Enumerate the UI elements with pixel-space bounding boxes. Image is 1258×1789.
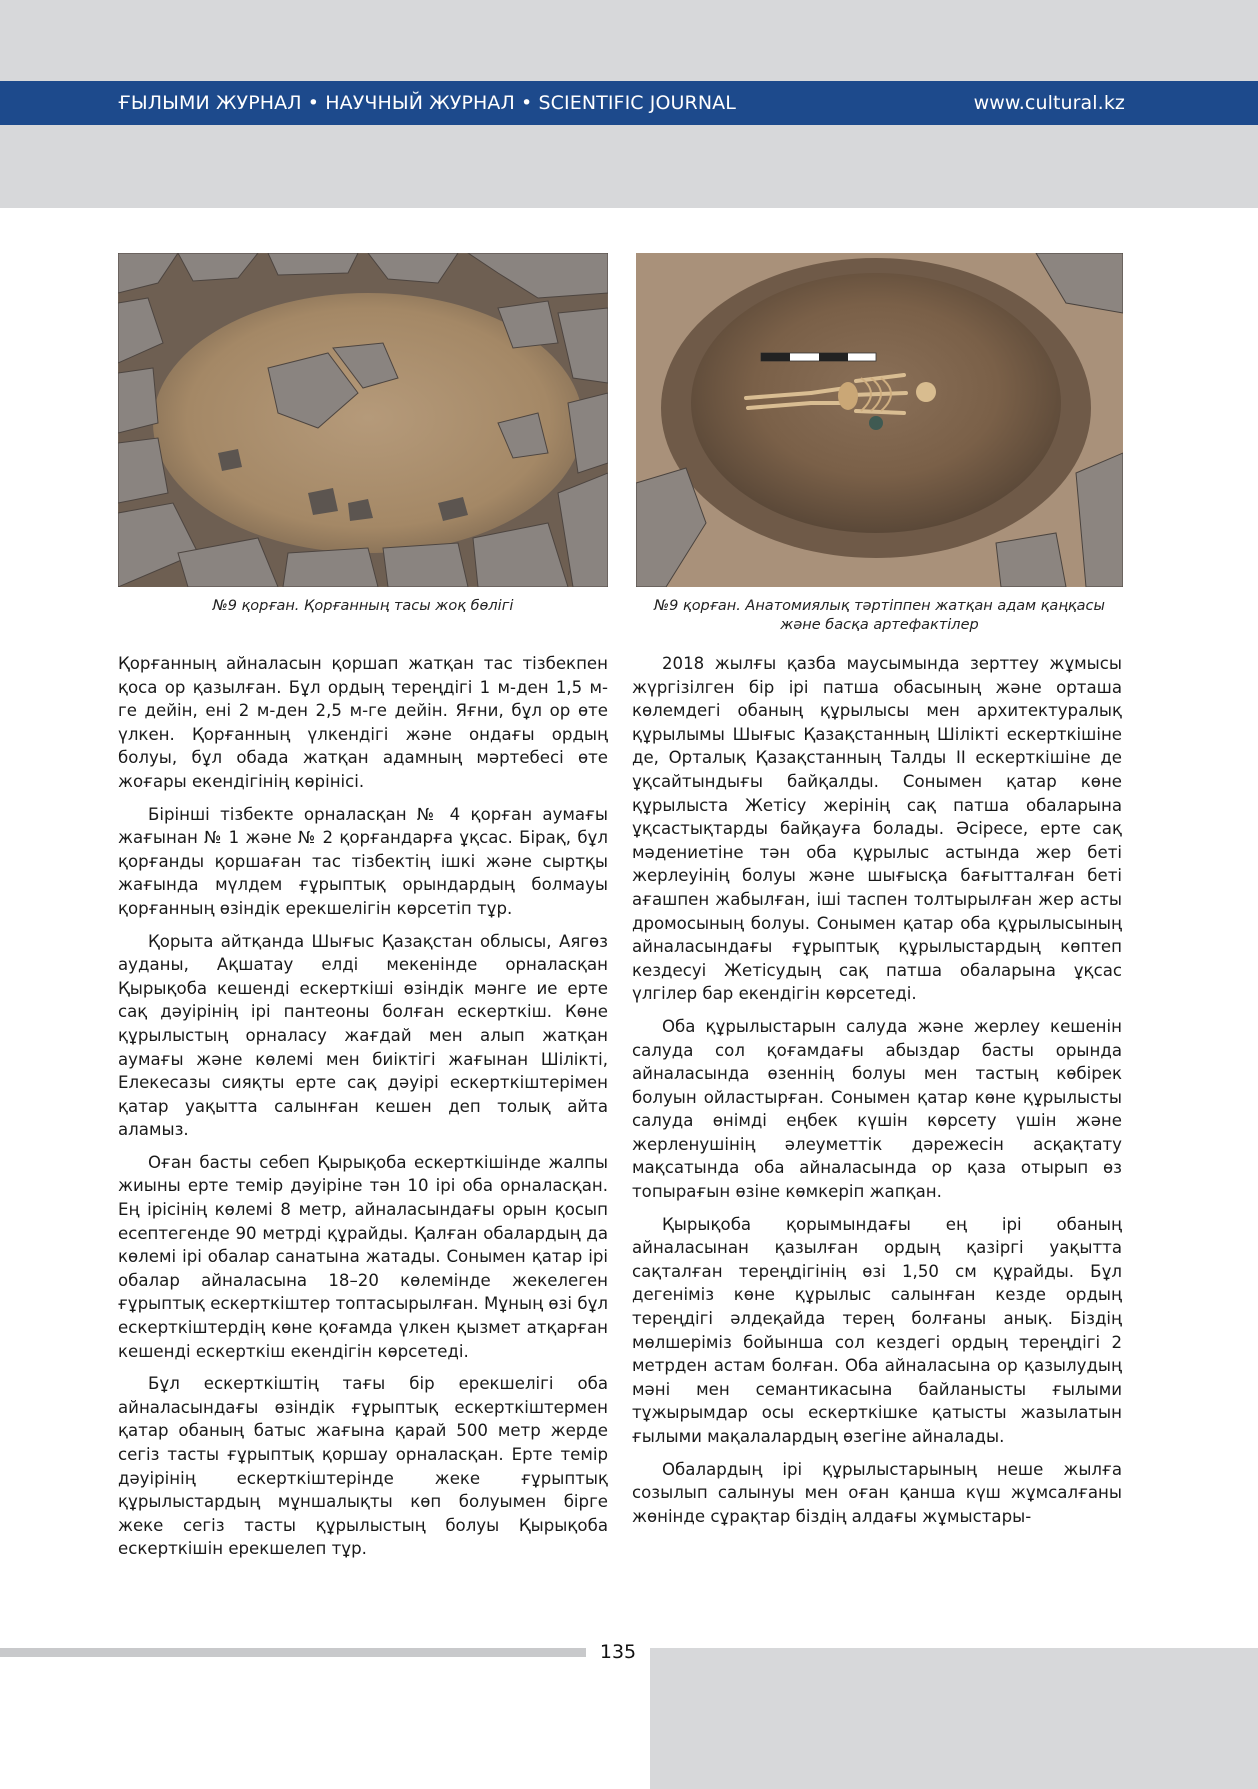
- paragraph: Оған басты себеп Қырықоба ескерткішінде жалпы жиыны ерте темір дәуіріне тән 10 ірі оба орналасқан. Ең ірісінің көлемі 8 метр, айналасындағы орын қосып есептегенде 90 метрді құрайды. Қалған обалардың да көлемі ірі обалар санатына жатады. Сонымен қатар ірі обалар айналасына 18–20 көлемінде жекелеген ғұрыптық ескерткіштер топтасырылған. Мұның өзі бұл ескерткіштердің көне қоғамда үлкен қызмет атқарған кешенді ескерткіш екендігін көрсетеді.: [118, 1152, 608, 1361]
- journal-header: [0, 81, 1258, 125]
- paragraph: Обалардың ірі құрылыстарының неше жылға созылып салынуы мен оған қанша күш жұмсалғаны жөнінде сұрақтар біздің алдағы жұмыстары-: [632, 1459, 1122, 1526]
- burial-photo-right: [636, 253, 1123, 587]
- paragraph: Бұл ескерткіштің тағы бір ерекшелігі оба айналасындағы өзіндік ғұрыптық ескерткіштермен қатар обаның батыс жағына қарай 500 метр жерде сегіз тасты ғұрыптық қоршау орналасқан. Ерте темір дәуірінің ескерткіштерінде жеке ғұрыптық құрылыстардың мұншалықты көп болуымен бірге жеке сегіз тасты құрылыстың болуы Қырықоба ескерткішін ерекшелеп тұр.: [118, 1374, 608, 1559]
- kurgan-photo-left: [118, 253, 608, 587]
- paragraph: 2018 жылғы қазба маусымында зерттеу жұмысы жүргізілген бір ірі патша обасының және орташа көлемдегі обаның құрылысы мен архитектуралық құрылымы Шығыс Қазақстанның Шілікті ескерткішіне де, Орталық Қазақстанның Талды II ескерткішіне де ұқсайтындығы байқалды. Сонымен қатар көне құрылыста Жетісу жерінің сақ патша обаларына ұқсастықтарды байқауға болады. Әсіресе, ерте сақ мәдениетіне тән оба құрылыс астында жер беті жерлеуінің болуы және шығысқа бағытталған беті ағашпен жабылған, іші таспен толтырылған жер асты дромосының болуы. Сонымен қатар оба құрылысының айналасындағы ғұрыптық құрылыстардың көптеп кездесуі Жетісудың сақ патша обаларына ұқсас үлгілер бар екендігін көрсетеді.: [632, 654, 1122, 1004]
- paragraph: Қорғанның айналасын қоршап жатқан тас тізбекпен қоса ор қазылған. Бұл ордың тереңдігі 1 м-ден 1,5 м-ге дейін, ені 2 м-ден 2,5 м-ге дейін. Яғни, бұл ор өте үлкен. Қорғанның үлкендігі және ондағы ордың болуы, бұл обада жатқан адамның мәртебесі өте жоғары екендігінің көрінісі.: [118, 654, 608, 791]
- website-link[interactable]: www.cultural.kz: [973, 92, 1125, 114]
- text-column-right: [632, 652, 1122, 1537]
- page-number: 135: [599, 1641, 637, 1663]
- footer-bar-left: [0, 1648, 586, 1657]
- footer-band-right: [650, 1648, 1258, 1789]
- paragraph: Бірінші тізбекте орналасқан № 4 қорған аумағы жағынан № 1 және № 2 қорғандарға ұқсас. Бірақ, бұл қорғанды қоршаған тас тізбектің ішкі және сыртқы жағында мүлдем ғұрыптық орындардың болмауы қорғанның өзіндік ерекшелігін көрсетіп тұр.: [118, 804, 608, 918]
- figure-caption-left: №9 қорған. Қорғанның тасы жоқ бөлігі: [212, 598, 514, 614]
- paragraph: Қорыта айтқанда Шығыс Қазақстан облысы, Аягөз ауданы, Ақшатау елді мекенінде орналасқан Қырықоба кешенді ескерткіші өзіндік мәнге ие ерте сақ дәуірінің ірі пантеоны болған ескерткіш. Көне құрылыстың орналасу жағдай мен алып жатқан аумағы және көлемі мен биіктігі жағынан Шілікті, Елекесазы сияқты ерте сақ дәуірі ескерткіштерімен қатар уақытта салынған кешен деп толық айта аламыз.: [118, 931, 608, 1140]
- journal-title: ҒЫЛЫМИ ЖУРНАЛ • НАУЧНЫЙ ЖУРНАЛ • SCIENTIFIC JOURNAL: [118, 92, 736, 114]
- paragraph: Қырықоба қорымындағы ең ірі обаның айналасынан қазылған ордың қазіргі уақытта сақталған тереңдігінің өзі 1,50 см құрайды. Бұл дегеніміз көне құрылыс салынған кезде ордың тереңдігі әлдеқайда терең болғаны анық. Біздің мөлшеріміз бойынша сол кездегі ордың тереңдігі 2 метрден астам болған. Оба айналасына ор қазылудың мәні мен семантикасына байланысты ғылыми тұжырымдар осы ескерткішке қатысты жазылатын ғылыми мақалалардың өзегіне айналады.: [632, 1214, 1122, 1446]
- figure-caption-right: №9 қорған. Анатомиялық тәртіппен жатқан адам қаңқасы және басқа артефактілер: [654, 598, 1105, 633]
- paragraph: Оба құрылыстарын салуда және жерлеу кешенін салуда сол қоғамдағы абыздар басты орында айналасында өзеннің болуы мен тастың көбірек болуын ойластырған. Сонымен қатар көне құрылысты салуда өнімді еңбек күшін көрсету үшін және жерленушінің әлеуметтік дәрежесін асқақтату мақсатында оба айналасында ор қаза отырып өз топырағын өзіне көмкеріп жапқан.: [632, 1016, 1122, 1202]
- text-column-left: [118, 652, 608, 1570]
